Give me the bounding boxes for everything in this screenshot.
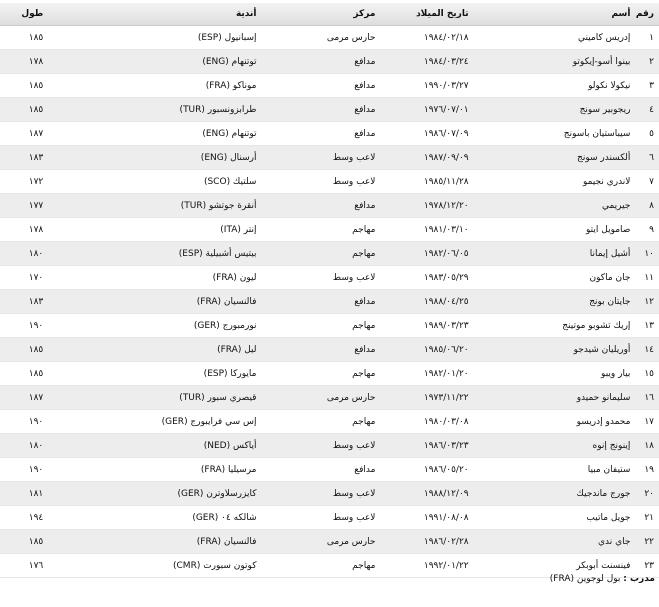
player-number: ١٩ <box>635 458 659 482</box>
player-position: حارس مرمى <box>261 386 380 410</box>
player-height: ١٩٠ <box>0 410 48 434</box>
table-row <box>0 242 659 266</box>
table-row <box>0 266 659 290</box>
player-number: ١٢ <box>635 290 659 314</box>
player-club: موناكو (FRA) <box>48 74 261 98</box>
player-name: ستيفان مبيا <box>474 458 636 482</box>
table-row <box>0 26 659 50</box>
table-row <box>0 50 659 74</box>
player-club: ليل (FRA) <box>48 338 261 362</box>
player-height: ١٩٠ <box>0 314 48 338</box>
player-dob: ١٩٨٤/٠٢/١٨ <box>380 26 473 50</box>
player-club: فالنسيان (FRA) <box>48 530 261 554</box>
player-club: أنقرة جوتشو (TUR) <box>48 194 261 218</box>
player-name: محمدو إدريسو <box>474 410 636 434</box>
player-position: مهاجم <box>261 554 380 578</box>
player-height: ١٨٥ <box>0 26 48 50</box>
player-position: مهاجم <box>261 362 380 386</box>
table-body <box>0 26 659 578</box>
player-dob: ١٩٨٨/٠٤/٢٥ <box>380 290 473 314</box>
player-dob: ١٩٨٦/٠٢/٢٨ <box>380 530 473 554</box>
table-row <box>0 530 659 554</box>
player-name: جان ماكون <box>474 266 636 290</box>
player-position: مدافع <box>261 74 380 98</box>
player-number: ١٣ <box>635 314 659 338</box>
player-dob: ١٩٨٥/١١/٢٨ <box>380 170 473 194</box>
player-dob: ١٩٨٤/٠٣/٢٤ <box>380 50 473 74</box>
player-name: ألكسندر سونج <box>474 146 636 170</box>
player-number: ٤ <box>635 98 659 122</box>
player-name: سليمانو حميدو <box>474 386 636 410</box>
table-row <box>0 338 659 362</box>
player-name: بينوا أسو-إيكوتو <box>474 50 636 74</box>
player-position: مهاجم <box>261 314 380 338</box>
player-number: ٣ <box>635 74 659 98</box>
player-dob: ١٩٨٢/٠٦/٠٥ <box>380 242 473 266</box>
player-club: فالنسيان (FRA) <box>48 290 261 314</box>
player-number: ١٧ <box>635 410 659 434</box>
table-row <box>0 98 659 122</box>
player-number: ٥ <box>635 122 659 146</box>
player-club: إس سي فرايبورج (GER) <box>48 410 261 434</box>
player-dob: ١٩٨٦/٠٣/٢٣ <box>380 434 473 458</box>
player-name: إريك تشوبو موتينج <box>474 314 636 338</box>
player-dob: ١٩٨٢/٠١/٢٠ <box>380 362 473 386</box>
player-dob: ١٩٩١/٠٨/٠٨ <box>380 506 473 530</box>
player-height: ١٨٥ <box>0 74 48 98</box>
player-name: صامويل ايتو <box>474 218 636 242</box>
squad-table <box>0 3 659 578</box>
player-number: ٢٣ <box>635 554 659 578</box>
player-number: ٢٠ <box>635 482 659 506</box>
player-dob: ١٩٨٧/٠٩/٠٩ <box>380 146 473 170</box>
player-position: لاعب وسط <box>261 482 380 506</box>
player-number: ٨ <box>635 194 659 218</box>
player-name: أوريليان شيدجو <box>474 338 636 362</box>
player-dob: ١٩٨٠/٠٣/٠٨ <box>380 410 473 434</box>
table-row <box>0 218 659 242</box>
player-height: ١٧٦ <box>0 554 48 578</box>
player-height: ١٨٠ <box>0 242 48 266</box>
player-club: أياكس (NED) <box>48 434 261 458</box>
player-height: ١٨٥ <box>0 362 48 386</box>
player-club: إسبانيول (ESP) <box>48 26 261 50</box>
player-height: ١٨١ <box>0 482 48 506</box>
table-row <box>0 362 659 386</box>
table-row <box>0 122 659 146</box>
coach-line <box>550 574 655 584</box>
player-position: مدافع <box>261 338 380 362</box>
header-height: طول <box>0 3 48 26</box>
player-position: حارس مرمى <box>261 26 380 50</box>
header-name: أسم <box>474 3 636 26</box>
player-dob: ١٩٨٥/٠٦/٢٠ <box>380 338 473 362</box>
player-club: مايوركا (ESP) <box>48 362 261 386</box>
player-dob: ١٩٧٦/٠٧/٠١ <box>380 98 473 122</box>
player-height: ١٧٧ <box>0 194 48 218</box>
player-height: ١٨٣ <box>0 146 48 170</box>
player-position: مدافع <box>261 122 380 146</box>
player-dob: ١٩٨١/٠٣/١٠ <box>380 218 473 242</box>
player-dob: ١٩٧٨/١٢/٢٠ <box>380 194 473 218</box>
table-row <box>0 506 659 530</box>
table-row <box>0 482 659 506</box>
table-row <box>0 434 659 458</box>
player-position: لاعب وسط <box>261 170 380 194</box>
table-row <box>0 170 659 194</box>
player-club: قيصري سبور (TUR) <box>48 386 261 410</box>
player-name: جايتان بونج <box>474 290 636 314</box>
player-position: مهاجم <box>261 218 380 242</box>
player-position: مدافع <box>261 194 380 218</box>
player-name: أشيل إيمانا <box>474 242 636 266</box>
table-row <box>0 194 659 218</box>
player-name: نيكولا نكولو <box>474 74 636 98</box>
player-dob: ١٩٨٦/٠٥/٢٠ <box>380 458 473 482</box>
player-dob: ١٩٨٩/٠٣/٢٣ <box>380 314 473 338</box>
player-height: ١٩٤ <box>0 506 48 530</box>
player-dob: ١٩٩٢/٠١/٢٢ <box>380 554 473 578</box>
player-position: مدافع <box>261 458 380 482</box>
player-height: ١٩٠ <box>0 458 48 482</box>
player-club: توتنهام (ENG) <box>48 50 261 74</box>
player-club: بيتيس أشبيلية (ESP) <box>48 242 261 266</box>
table-row <box>0 458 659 482</box>
table-row <box>0 146 659 170</box>
player-name: فينسنت أبوبكر <box>474 554 636 578</box>
player-number: ١٥ <box>635 362 659 386</box>
player-number: ٢١ <box>635 506 659 530</box>
player-club: طرابزونسبور (TUR) <box>48 98 261 122</box>
table-row <box>0 314 659 338</box>
player-number: ٧ <box>635 170 659 194</box>
player-dob: ١٩٩٠/٠٣/٢٧ <box>380 74 473 98</box>
player-name: جيريمي <box>474 194 636 218</box>
player-name: سيباستيان باسونج <box>474 122 636 146</box>
player-height: ١٨٣ <box>0 290 48 314</box>
player-height: ١٧٨ <box>0 218 48 242</box>
player-position: لاعب وسط <box>261 146 380 170</box>
player-dob: ١٩٨٨/١٢/٠٩ <box>380 482 473 506</box>
player-club: نورمبورج (GER) <box>48 314 261 338</box>
player-club: كوتون سبورت (CMR) <box>48 554 261 578</box>
player-number: ١١ <box>635 266 659 290</box>
player-position: مهاجم <box>261 242 380 266</box>
player-club: أرسنال (ENG) <box>48 146 261 170</box>
player-club: ليون (FRA) <box>48 266 261 290</box>
player-dob: ١٩٨٣/٠٥/٢٩ <box>380 266 473 290</box>
player-height: ١٧٢ <box>0 170 48 194</box>
header-position: مركز <box>261 3 380 26</box>
player-position: مدافع <box>261 50 380 74</box>
player-height: ١٧٨ <box>0 50 48 74</box>
table-row <box>0 74 659 98</box>
player-name: جورج ماندجيك <box>474 482 636 506</box>
player-name: إدريس كاميني <box>474 26 636 50</box>
table-row <box>0 410 659 434</box>
player-name: جاي ندي <box>474 530 636 554</box>
player-height: ١٨٥ <box>0 338 48 362</box>
player-height: ١٨٠ <box>0 434 48 458</box>
player-number: ٩ <box>635 218 659 242</box>
player-position: مدافع <box>261 290 380 314</box>
player-club: توتنهام (ENG) <box>48 122 261 146</box>
player-number: ١ <box>635 26 659 50</box>
player-height: ١٨٥ <box>0 98 48 122</box>
player-club: سلتيك (SCO) <box>48 170 261 194</box>
player-name: جويل ماتيب <box>474 506 636 530</box>
player-position: لاعب وسط <box>261 434 380 458</box>
player-height: ١٨٧ <box>0 122 48 146</box>
coach-name: بول لوجوين (FRA) <box>549 574 621 584</box>
player-position: مدافع <box>261 98 380 122</box>
player-number: ١٠ <box>635 242 659 266</box>
player-height: ١٨٧ <box>0 386 48 410</box>
player-height: ١٨٥ <box>0 530 48 554</box>
header-club: أندية <box>48 3 261 26</box>
player-name: لاندري نجيمو <box>474 170 636 194</box>
table-row <box>0 290 659 314</box>
table-row <box>0 386 659 410</box>
player-number: ٢ <box>635 50 659 74</box>
player-position: مهاجم <box>261 410 380 434</box>
header-row <box>0 3 659 26</box>
player-position: لاعب وسط <box>261 506 380 530</box>
player-dob: ١٩٨٦/٠٧/٠٩ <box>380 122 473 146</box>
player-number: ٦ <box>635 146 659 170</box>
player-number: ١٦ <box>635 386 659 410</box>
player-height: ١٧٠ <box>0 266 48 290</box>
player-club: شالكه ٠٤ (GER) <box>48 506 261 530</box>
header-number: رقم <box>635 3 659 26</box>
player-position: حارس مرمى <box>261 530 380 554</box>
player-club: إنتر (ITA) <box>48 218 261 242</box>
player-club: مرسيليا (FRA) <box>48 458 261 482</box>
header-dob: تاريخ الميلاد <box>380 3 473 26</box>
player-name: ريجوبير سونج <box>474 98 636 122</box>
table-header <box>0 3 659 26</box>
player-club: كايزرسلاوترن (GER) <box>48 482 261 506</box>
player-dob: ١٩٧٣/١١/٢٢ <box>380 386 473 410</box>
player-number: ١٨ <box>635 434 659 458</box>
player-position: لاعب وسط <box>261 266 380 290</box>
player-name: بيار ويبو <box>474 362 636 386</box>
player-number: ١٤ <box>635 338 659 362</box>
player-name: إينونج إنوه <box>474 434 636 458</box>
coach-label: مدرب : <box>623 574 655 584</box>
player-number: ٢٢ <box>635 530 659 554</box>
